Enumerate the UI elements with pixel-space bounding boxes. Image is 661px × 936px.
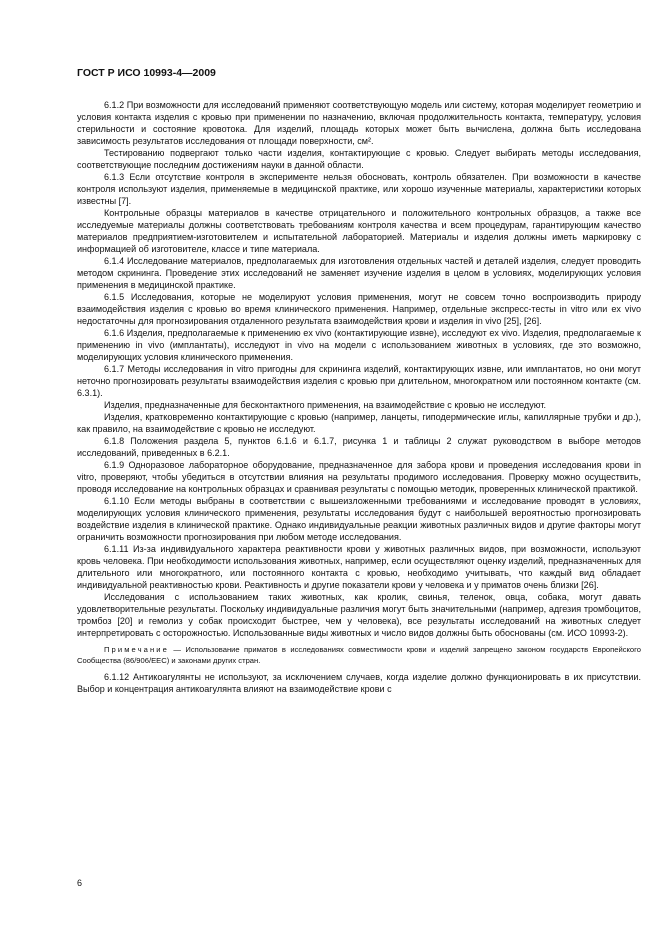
paragraph: 6.1.12 Антикоагулянты не используют, за исключением случаев, когда изделие должно функционировать в их присутствии. Выбор и концентрация антикоагулянта влияют на взаимодействие крови с bbox=[77, 672, 641, 694]
paragraph: Тестированию подвергают только части изделия, контактирующие с кровью. Следует выбирать методы исследования, соответствующие последним достижениям науки в данной области. bbox=[77, 148, 641, 170]
note-label: Примечание bbox=[104, 645, 169, 654]
standard-title: ГОСТ Р ИСО 10993-4—2009 bbox=[77, 67, 216, 79]
paragraph: 6.1.2 При возможности для исследований применяют соответствующую модель или систему, которая моделирует геометрию и условия контакта изделия с кровью при применении по назначению, включая продолжительность контакта, температуру, условия стерильности и состояние кровотока. Для изделий, площадь которых может быть вычислена, должна быть исследована зависимость результатов исследования от площади поверхности, см². bbox=[77, 100, 641, 146]
note bbox=[77, 644, 641, 666]
paragraph: 6.1.9 Одноразовое лабораторное оборудование, предназначенное для забора крови и проведения исследования крови in vitro, проверяют, чтобы убедиться в отсутствии влияния на результаты продимого исследования. Проверку можно осуществить, проводя исследование на контрольных образцах и сравнивая результаты с помощью методик, проверенных клинической практикой. bbox=[77, 460, 641, 494]
paragraph: Контрольные образцы материалов в качестве отрицательного и положительного контрольных образцов, а также все исследуемые материалы должны соответствовать требованиям контроля качества и всем процедурам, гарантирующим качество материалов предприятием-изготовителем и испытательной лабораторией. Материалы и изделия должны иметь маркировку с информацией об изготовителе, классе и типе материала. bbox=[77, 208, 641, 254]
paragraph: 6.1.7 Методы исследования in vitro пригодны для скрининга изделий, контактирующих извне, или имплантатов, но они могут неточно прогнозировать результаты взаимодействия изделия с кровью при длительном, многократном или постоянном контакте (см. 6.3.1). bbox=[77, 364, 641, 398]
paragraph: Изделия, предназначенные для бесконтактного применения, на взаимодействие с кровью не исследуют. bbox=[104, 400, 546, 410]
paragraph: 6.1.6 Изделия, предполагаемые к применению ex vivo (контактирующие извне), исследуют ex vivo. Изделия, предполагаемые к применению in vivo (имплантаты), исследуют in vivo на модели с использованием животных в условиях, где это возможно, моделирующих условия клинического применения. bbox=[77, 328, 641, 362]
body-text bbox=[77, 99, 641, 695]
paragraph: 6.1.10 Если методы выбраны в соответствии с вышеизложенными требованиями и исследование проводят в условиях, моделирующих условия клинического применения, результаты исследования будут с наибольшей вероятностью прогнозировать воздействие изделия в клинической практике. Однако индивидуальные реакции животных различных видов и другие факторы могут ограничить возможности прогнозирования при любом методе исследования. bbox=[77, 496, 641, 542]
paragraph: 6.1.3 Если отсутствие контроля в эксперименте нельзя обосновать, контроль обязателен. При возможности в качестве контроля используют изделия, применяемые в медицинской практике, или хорошо изученные материалы, характеристики которых известны [7]. bbox=[77, 172, 641, 206]
paragraph: Изделия, кратковременно контактирующие с кровью (например, ланцеты, гиподермические иглы, капиллярные трубки и др.), как правило, на взаимодействие с кровью не исследуют. bbox=[77, 412, 641, 434]
page-number: 6 bbox=[77, 878, 83, 888]
note-text: — Использование приматов в исследованиях совместимости крови и изделий запрещено законом государств Европейского Сообщества (86/906/EEC) и законами других стран. bbox=[77, 645, 641, 665]
paragraph: 6.1.4 Исследование материалов, предполагаемых для изготовления отдельных частей и деталей изделия, следует проводить методом скрининга. Проведение этих исследований не заменяет изучение изделия в целом в условиях, моделирующих условия применения в медицинской практике. bbox=[77, 256, 641, 290]
paragraph: Исследования с использованием таких животных, как кролик, свинья, теленок, овца, собака, могут давать удовлетворительные результаты. Поскольку индивидуальные различия могут быть значительными (например, адгезия тромбоцитов, тромбоз [20] и гемолиз у собак происходит быстрее, чем у человека), все результаты исследований на животных следует интерпретировать с осторожностью. Использованные виды животных и число видов должны быть обоснованы (см. ИСО 10993-2). bbox=[77, 592, 641, 638]
paragraph: 6.1.8 Положения раздела 5, пунктов 6.1.6 и 6.1.7, рисунка 1 и таблицы 2 служат руководством в выборе методов исследований, приведенных в 6.2.1. bbox=[77, 436, 641, 458]
paragraph: 6.1.5 Исследования, которые не моделируют условия применения, могут не совсем точно воспроизводить природу взаимодействия изделия с кровью во время клинического применения. Например, отдельные экспресс-тесты in vitro или ex vivo недостаточны для прогнозирования отдаленного результата взаимодействия крови и изделия in vivo [25], [26]. bbox=[77, 292, 641, 326]
paragraph: 6.1.11 Из-за индивидуального характера реактивности крови у животных различных видов, при возможности, используют кровь человека. При необходимости использования животных, например, если осуществляют оценку изделий, предназначенных для длительного или многократного, или постоянного контакта с кровью, необходимо учитывать, что каждый вид обладает индивидуальной реактивностью крови. Реактивность и другие показатели крови у человека и у приматов очень близки [26]. bbox=[77, 544, 641, 590]
